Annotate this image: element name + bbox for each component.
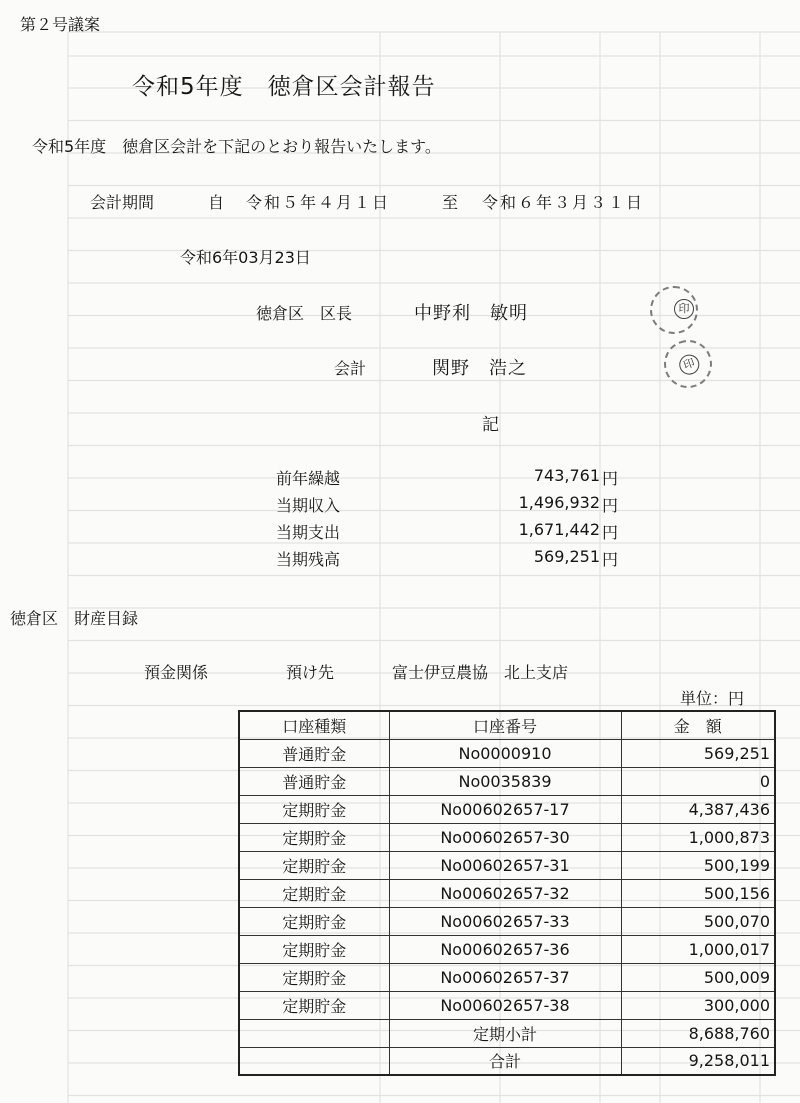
bank-name: 富士伊豆農協 北上支店 bbox=[392, 663, 569, 682]
account-type-cell: 普通貯金 bbox=[239, 767, 389, 795]
accountant-seal-mark: 印 bbox=[676, 352, 702, 378]
ki-heading: 記 bbox=[482, 415, 499, 435]
table-row bbox=[239, 935, 775, 963]
account-number-cell: No00602657-31 bbox=[389, 851, 621, 879]
period-to-label: 至 bbox=[442, 193, 459, 212]
summary-unit: 円 bbox=[602, 469, 619, 488]
account-type-cell: 定期貯金 bbox=[239, 963, 389, 991]
summary-label: 前年繰越 bbox=[276, 469, 341, 488]
table-row bbox=[239, 991, 775, 1019]
account-number-cell: No0000910 bbox=[389, 739, 621, 767]
account-type-cell: 定期貯金 bbox=[239, 823, 389, 851]
bank-label: 預け先 bbox=[286, 663, 335, 682]
amount-cell: 569,251 bbox=[621, 739, 775, 767]
table-row bbox=[239, 851, 775, 879]
amount-cell: 4,387,436 bbox=[621, 795, 775, 823]
account-type-cell: 普通貯金 bbox=[239, 739, 389, 767]
summary-amount: 569,251 bbox=[533, 547, 600, 566]
total-row-amount: 9,258,011 bbox=[621, 1047, 775, 1075]
document-title: 令和5年度 徳倉区会計報告 bbox=[132, 74, 436, 100]
table-row bbox=[239, 907, 775, 935]
column-header: 金 額 bbox=[621, 711, 775, 739]
assets-heading: 徳倉区 財産目録 bbox=[10, 609, 139, 628]
summary-amount: 743,761 bbox=[533, 466, 600, 485]
summary-amount: 1,496,932 bbox=[518, 493, 600, 512]
account-type-cell: 定期貯金 bbox=[239, 907, 389, 935]
account-number-cell: No00602657-37 bbox=[389, 963, 621, 991]
blank-cell bbox=[239, 1019, 389, 1047]
chief-seal-stamp bbox=[650, 286, 698, 334]
subtotal-row-label: 定期小計 bbox=[389, 1019, 621, 1047]
amount-cell: 0 bbox=[621, 767, 775, 795]
unit-label: 単位：円 bbox=[680, 689, 745, 708]
chief-title: 徳倉区 区長 bbox=[256, 304, 353, 323]
account-type-cell: 定期貯金 bbox=[239, 851, 389, 879]
table-row bbox=[239, 823, 775, 851]
summary-unit: 円 bbox=[602, 523, 619, 542]
amount-cell: 500,156 bbox=[621, 879, 775, 907]
account-number-cell: No0035839 bbox=[389, 767, 621, 795]
chief-seal-mark: 印 bbox=[674, 299, 694, 319]
period-label: 会計期間 bbox=[90, 193, 155, 212]
summary-unit: 円 bbox=[602, 496, 619, 515]
total-row bbox=[239, 1047, 775, 1075]
deposit-label: 預金関係 bbox=[144, 663, 209, 682]
account-number-cell: No00602657-36 bbox=[389, 935, 621, 963]
account-type-cell: 定期貯金 bbox=[239, 879, 389, 907]
amount-cell: 500,070 bbox=[621, 907, 775, 935]
summary-unit: 円 bbox=[602, 550, 619, 569]
intro-text: 令和5年度 徳倉区会計を下記のとおり報告いたします。 bbox=[32, 137, 441, 156]
table-row bbox=[239, 879, 775, 907]
period-from-date: 令和５年４月１日 bbox=[246, 193, 391, 212]
chief-name: 中野利 敏明 bbox=[414, 303, 528, 324]
summary-label: 当期収入 bbox=[276, 496, 341, 515]
period-to-date: 令和６年３月３１日 bbox=[482, 193, 645, 212]
blank-cell bbox=[239, 1047, 389, 1075]
amount-cell: 1,000,017 bbox=[621, 935, 775, 963]
amount-cell: 500,009 bbox=[621, 963, 775, 991]
subtotal-row bbox=[239, 1019, 775, 1047]
table-row bbox=[239, 739, 775, 767]
table-row bbox=[239, 963, 775, 991]
amount-cell: 500,199 bbox=[621, 851, 775, 879]
account-type-cell: 定期貯金 bbox=[239, 935, 389, 963]
table-row bbox=[239, 795, 775, 823]
accounts-table bbox=[238, 710, 776, 1076]
column-header: 口座番号 bbox=[389, 711, 621, 739]
amount-cell: 300,000 bbox=[621, 991, 775, 1019]
account-number-cell: No00602657-17 bbox=[389, 795, 621, 823]
subtotal-row-amount: 8,688,760 bbox=[621, 1019, 775, 1047]
account-number-cell: No00602657-33 bbox=[389, 907, 621, 935]
total-row-label: 合計 bbox=[389, 1047, 621, 1075]
accountant-name: 関野 浩之 bbox=[432, 358, 527, 379]
account-type-cell: 定期貯金 bbox=[239, 795, 389, 823]
column-header: 口座種類 bbox=[239, 711, 389, 739]
amount-cell: 1,000,873 bbox=[621, 823, 775, 851]
table-row bbox=[239, 767, 775, 795]
summary-label: 当期残高 bbox=[276, 550, 341, 569]
account-number-cell: No00602657-30 bbox=[389, 823, 621, 851]
accountant-title: 会計 bbox=[334, 359, 367, 378]
summary-label: 当期支出 bbox=[276, 523, 341, 542]
account-number-cell: No00602657-38 bbox=[389, 991, 621, 1019]
account-type-cell: 定期貯金 bbox=[239, 991, 389, 1019]
agenda-number: 第２号議案 bbox=[20, 15, 101, 34]
table-header-row bbox=[239, 711, 775, 739]
account-number-cell: No00602657-32 bbox=[389, 879, 621, 907]
report-date: 令和6年03月23日 bbox=[180, 248, 311, 267]
summary-amount: 1,671,442 bbox=[518, 520, 600, 539]
period-from-label: 自 bbox=[208, 193, 225, 212]
